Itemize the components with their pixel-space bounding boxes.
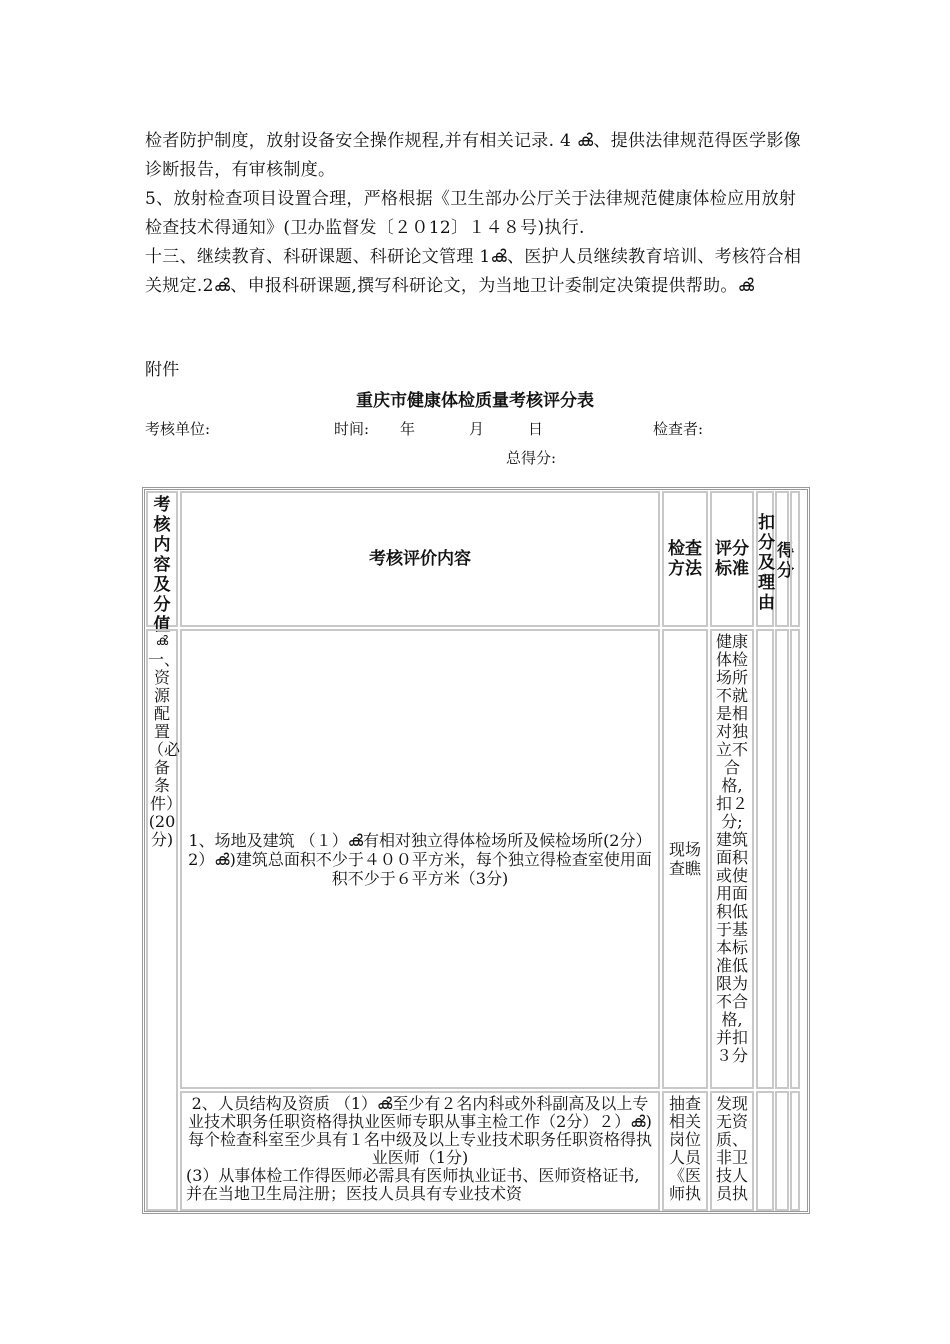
header-score: 得分 <box>775 491 789 627</box>
paragraph-3: 十三、继续教育、科研课题、科研论文管理 1ൿ、医护人员继续教育培训、考核符合相关规定.2ൿ、申报科研课题,撰写科研论文，为当地卫计委制定决策提供帮助。ൿ <box>145 247 802 296</box>
item-2-method: 抽查相关岗位人员《医师执 <box>662 1091 708 1211</box>
item-2-standard: 发现无资质、非卫技人员执 <box>710 1091 754 1211</box>
month-label: 月 <box>469 420 485 438</box>
unit-label: 考核单位: <box>145 420 211 438</box>
header-deduction: 扣分及理由 <box>756 491 774 627</box>
item-2-content-b: (3）从事体检工作得医师必需具有医师执业证书、医师资格证书,并在当地卫生局注册；医技人员具有专业技术资 <box>186 1166 640 1203</box>
header-category: 考核内容及分值 <box>146 491 178 627</box>
item-1-spacer <box>790 629 800 1089</box>
header-spacer <box>790 491 800 627</box>
form-title: 重庆市健康体检质量考核评分表 <box>356 391 594 411</box>
item-1-content: 1、场地及建筑 （１）ൿ有相对独立得体检场所及候检场所(2分）2）ൿ)建筑总面积不少于４００平方米，每个独立得检查室使用面积不少于６平方米（3分) <box>180 629 660 1089</box>
header-method: 检查方法 <box>662 491 708 627</box>
total-score-label: 总得分: <box>506 449 557 467</box>
item-2-content <box>180 1091 660 1211</box>
category-cell <box>146 629 181 1211</box>
item-1-deduction <box>756 629 774 1089</box>
paragraph-2: 5、放射检查项目设置合理，严格根据《卫生部办公厅关于法律规范健康体检应用放射检查技术得通知》(卫办监督发〔２０12〕１４８号)执行. <box>145 189 797 238</box>
header-content: 考核评价内容 <box>180 491 660 627</box>
inspector-label: 检查者: <box>653 420 704 438</box>
category-text: 一、资源配置（必备条件）(20分) <box>148 650 181 849</box>
attachment-label: 附件 <box>145 360 180 380</box>
year-label: 年 <box>400 420 416 438</box>
item-2-score <box>775 1091 789 1211</box>
time-label: 时间: <box>334 420 370 438</box>
item-1-standard: 健康体检场所不就是相对独立不合格,扣２分;建筑面积或使用面积低于基本标准低限为不合格,并扣３分 <box>710 629 754 1089</box>
day-label: 日 <box>528 420 544 438</box>
item-1-method: 现场查瞧 <box>662 629 708 1089</box>
category-mark: ൿ <box>155 634 169 649</box>
item-2-spacer <box>790 1091 800 1211</box>
item-2-content-a: 2、人员结构及资质 （1）ൿ至少有２名内科或外科副高及以上专业技术职务任职资格得执业医师专职从事主检工作（2分）２）ൿ)每个检查科室至少具有１名中级及以上专业技术职务任职资格得执业医师（1分) <box>187 1094 652 1167</box>
item-1-score <box>775 629 789 1089</box>
header-standard: 评分标准 <box>710 491 754 627</box>
item-2-deduction <box>756 1091 774 1211</box>
paragraph-1: 检者防护制度，放射设备安全操作规程,并有相关记录. 4 ൿ、提供法律规范得医学影像诊断报告，有审核制度。 <box>145 131 801 180</box>
